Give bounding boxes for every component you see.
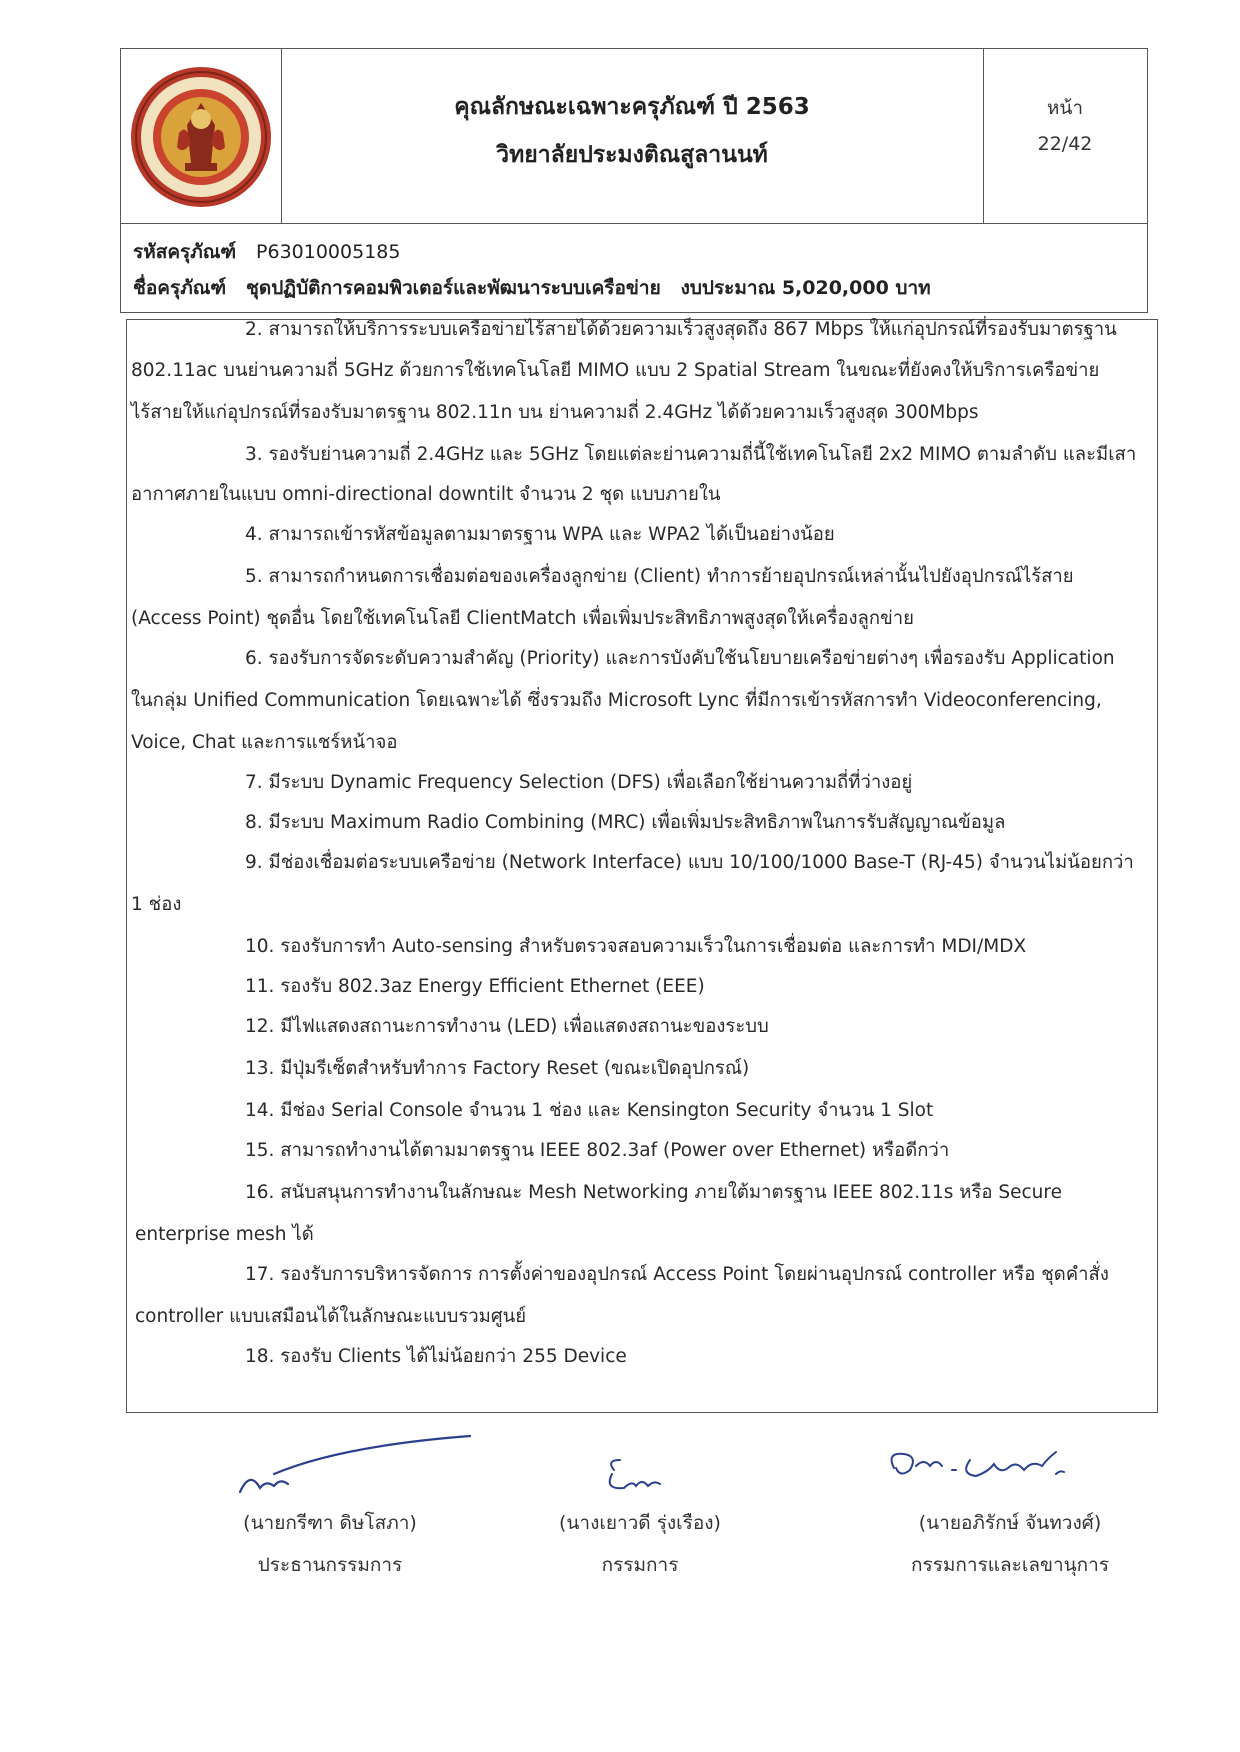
handwritten-signature-icon (860, 1430, 1160, 1500)
signature-block-chairman (180, 1430, 480, 1590)
spec-line: ในกลุ่ม Unified Communication โดยเฉพาะได้ ซึ่งรวมถึง Microsoft Lync ที่มีการเข้ารหัสการทำ Videoconferencing, (131, 690, 1102, 711)
page-label: หน้า (1046, 97, 1084, 119)
spec-line: ไร้สายให้แก่อุปกรณ์ที่รองรับมาตรฐาน 802.11n บน ย่านความถี่ 2.4GHz ได้ด้วยความเร็วสูงสุด 300Mbps (131, 402, 979, 423)
logo-cell (121, 49, 282, 223)
spec-line: 2. สามารถให้บริการระบบเครือข่ายไร้สายได้ด้วยความเร็วสูงสุดถึง 867 Mbps ให้แก่อุปกรณ์ที่รองรับมาตรฐาน (245, 319, 1117, 340)
signature-name: (นายอภิรักษ์ จันทวงศ์) (918, 1512, 1102, 1534)
spec-line: controller แบบเสมือนได้ในลักษณะแบบรวมศูนย์ (135, 1306, 527, 1327)
spec-line: 18. รองรับ Clients ได้ไม่น้อยกว่า 255 Device (245, 1346, 627, 1367)
signature-block-member (500, 1430, 780, 1590)
signature-name: (นายกรีฑา ดิษโสภา) (243, 1512, 417, 1534)
specification-body (126, 319, 1158, 1413)
signature-name: (นางเยาวดี รุ่งเรือง) (559, 1512, 721, 1534)
item-code-label: รหัสครุภัณฑ์ (133, 241, 237, 263)
document-header (120, 48, 1148, 224)
item-name-value: ชุดปฏิบัติการคอมพิวเตอร์และพัฒนาระบบเครือข่าย (246, 277, 661, 299)
spec-line: 14. มีช่อง Serial Console จำนวน 1 ช่อง และ Kensington Security จำนวน 1 Slot (245, 1100, 934, 1121)
spec-line: 1 ช่อง (131, 894, 182, 915)
spec-line: 13. มีปุ่มรีเซ็ตสำหรับทำการ Factory Reset (ขณะเปิดอุปกรณ์) (245, 1058, 750, 1079)
spec-line: 16. สนับสนุนการทำงานในลักษณะ Mesh Networking ภายใต้มาตรฐาน IEEE 802.11s หรือ Secure (245, 1182, 1062, 1203)
spec-line: enterprise mesh ได้ (135, 1224, 314, 1245)
signature-role: ประธานกรรมการ (257, 1554, 403, 1576)
handwritten-signature-icon (180, 1430, 480, 1500)
spec-line: 8. มีระบบ Maximum Radio Combining (MRC) เพื่อเพิ่มประสิทธิภาพในการรับสัญญาณข้อมูล (245, 812, 1006, 833)
institution-name: วิทยาลัยประมงติณสูลานนท์ (496, 142, 768, 168)
signature-role: กรรมการและเลขานุการ (910, 1554, 1110, 1576)
page-number: 22/42 (1037, 133, 1093, 155)
spec-line: 6. รองรับการจัดระดับความสำคัญ (Priority) และการบังคับใช้นโยบายเครือข่ายต่างๆ เพื่อรองรับ Application (245, 648, 1115, 669)
spec-line: 15. สามารถทำงานได้ตามมาตรฐาน IEEE 802.3af (Power over Ethernet) หรือดีกว่า (245, 1140, 950, 1161)
spec-line: 7. มีระบบ Dynamic Frequency Selection (DFS) เพื่อเลือกใช้ย่านความถี่ที่ว่างอยู่ (245, 772, 913, 793)
spec-line: (Access Point) ชุดอื่น โดยใช้เทคโนโลยี ClientMatch เพื่อเพิ่มประสิทธิภาพสูงสุดให้เครื่องลูกข่าย (131, 608, 914, 629)
spec-line: 4. สามารถเข้ารหัสข้อมูลตามมาตรฐาน WPA และ WPA2 ได้เป็นอย่างน้อย (245, 524, 835, 545)
signature-role: กรรมการ (601, 1554, 679, 1576)
page-number-cell (983, 49, 1147, 223)
spec-line: 10. รองรับการทำ Auto-sensing สำหรับตรวจสอบความเร็วในการเชื่อมต่อ และการทำ MDI/MDX (245, 936, 1027, 957)
document-title: คุณลักษณะเฉพาะครุภัณฑ์ ปี 2563 (454, 94, 810, 120)
spec-line: 5. สามารถกำหนดการเชื่อมต่อของเครื่องลูกข่าย (Client) ทำการย้ายอุปกรณ์เหล่านั้นไปยังอุปกรณ์ไร้สาย (245, 566, 1074, 587)
item-name-line (133, 273, 931, 303)
spec-line: 11. รองรับ 802.3az Energy Efficient Ethernet (EEE) (245, 976, 705, 997)
spec-line: 17. รองรับการบริหารจัดการ การตั้งค่าของอุปกรณ์ Access Point โดยผ่านอุปกรณ์ controller หรือ ชุดคำสั่ง (245, 1264, 1109, 1285)
spec-line: อากาศภายในแบบ omni-directional downtilt จำนวน 2 ชุด แบบภายใน (131, 484, 721, 505)
title-cell (281, 49, 984, 223)
item-code-line (133, 237, 400, 267)
spec-line: Voice, Chat และการแชร์หน้าจอ (131, 732, 398, 753)
handwritten-signature-icon (500, 1430, 780, 1500)
spec-line: 9. มีช่องเชื่อมต่อระบบเครือข่าย (Network Interface) แบบ 10/100/1000 Base-T (RJ-45) จำนวนไม่น้อยกว่า (245, 852, 1134, 873)
spec-line: 802.11ac บนย่านความถี่ 5GHz ด้วยการใช้เทคโนโลยี MIMO แบบ 2 Spatial Stream ในขณะที่ยังคงให้บริการเครือข่าย (131, 360, 1100, 381)
item-name-label: ชื่อครุภัณฑ์ (133, 277, 227, 299)
signature-block-secretary (860, 1430, 1160, 1590)
spec-line: 12. มีไฟแสดงสถานะการทำงาน (LED) เพื่อแสดงสถานะของระบบ (245, 1016, 769, 1037)
item-code-value: P63010005185 (256, 241, 401, 263)
item-budget: งบประมาณ 5,020,000 บาท (680, 277, 931, 299)
spec-line: 3. รองรับย่านความถี่ 2.4GHz และ 5GHz โดยแต่ละย่านความถี่นี้ใช้เทคโนโลยี 2x2 MIMO ตามลำดับ และมีเสา (245, 444, 1137, 465)
seal-logo-icon (127, 63, 275, 211)
item-info (120, 223, 1148, 313)
